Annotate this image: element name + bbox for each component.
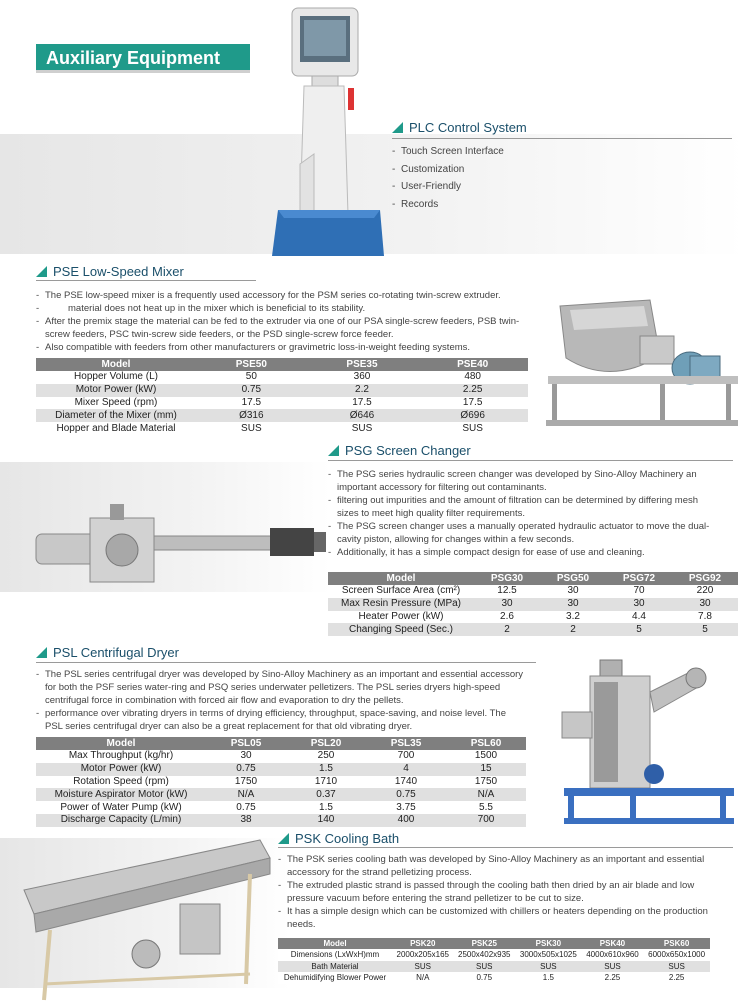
table-cell: 2500x402x935 xyxy=(454,949,516,961)
table-cell: 4 xyxy=(366,763,446,776)
psg-screen-changer-image xyxy=(30,500,330,592)
table-cell: Screen Surface Area (cm²) xyxy=(328,585,474,598)
psg-description xyxy=(328,468,718,559)
psg-divider xyxy=(328,460,733,461)
table-cell: 6000x650x1000 xyxy=(643,949,710,961)
table-cell: 0.75 xyxy=(366,788,446,801)
table-cell: 0.75 xyxy=(206,763,286,776)
section-triangle-icon xyxy=(36,647,47,658)
pse-description xyxy=(36,289,536,354)
table-cell: SUS xyxy=(643,961,710,973)
table-cell: SUS xyxy=(582,961,644,973)
pse-mixer-image xyxy=(540,296,745,436)
table-cell: 17.5 xyxy=(196,397,307,410)
table-header-cell: PSG30 xyxy=(474,572,540,585)
table-cell: Hopper Volume (L) xyxy=(36,371,196,384)
section-triangle-icon xyxy=(36,266,47,277)
plc-feature-list xyxy=(392,146,504,216)
psk-bullet: - The extruded plastic strand is passed through the cooling bath then dried by an air blade and low pressure vacuum before entering the strand pelletizer to be cut to size. xyxy=(278,879,718,905)
table-row xyxy=(328,585,738,598)
table-header-cell: Model xyxy=(328,572,474,585)
table-cell: SUS xyxy=(307,422,418,435)
plc-divider xyxy=(392,138,732,139)
page-title: Auxiliary Equipment xyxy=(36,44,250,72)
table-cell: 0.75 xyxy=(196,384,307,397)
table-cell: SUS xyxy=(196,422,307,435)
table-header-cell: PSG72 xyxy=(606,572,672,585)
table-header-cell: PSE40 xyxy=(417,358,528,371)
psl-bullet: - The PSL series centrifugal dryer was developed by Sino-Alloy Machinery as an important and essential accessory for both the PSF series water-ring and PSQ series underwater pelletizers. The PSL series dryers high-speed centrifugal force in combination with forced air flow and evaporation to dry the pellets. xyxy=(36,668,526,707)
table-cell: 30 xyxy=(606,598,672,611)
table-cell: 2.25 xyxy=(643,972,710,984)
table-cell: 70 xyxy=(606,585,672,598)
table-cell: 3000x505x1025 xyxy=(515,949,582,961)
psk-cooling-bath-image xyxy=(20,834,282,1004)
table-cell: Diameter of the Mixer (mm) xyxy=(36,409,196,422)
table-cell: Dehumidifying Blower Power xyxy=(278,972,392,984)
table-header-cell: PSK30 xyxy=(515,938,582,949)
table-cell: N/A xyxy=(206,788,286,801)
table-cell: 5.5 xyxy=(446,801,526,814)
psl-spec-table xyxy=(36,737,526,827)
table-cell: 30 xyxy=(540,585,606,598)
table-cell: Dimensions (LxWxH)mm xyxy=(278,949,392,961)
table-cell: SUS xyxy=(515,961,582,973)
table-header-cell: PSL05 xyxy=(206,737,286,750)
table-cell: 30 xyxy=(540,598,606,611)
table-cell: 17.5 xyxy=(417,397,528,410)
table-row xyxy=(328,623,738,636)
table-cell: Discharge Capacity (L/min) xyxy=(36,814,206,827)
table-cell: Motor Power (kW) xyxy=(36,763,206,776)
plc-heading-text: PLC Control System xyxy=(409,120,527,135)
table-cell: SUS xyxy=(417,422,528,435)
pse-bullet: - The PSE low-speed mixer is a frequently used accessory for the PSM series co-rotating twin-screw extruder. xyxy=(36,289,536,302)
table-cell: 3.75 xyxy=(366,801,446,814)
table-cell: 0.37 xyxy=(286,788,366,801)
pse-heading-text: PSE Low-Speed Mixer xyxy=(53,264,184,279)
table-cell: 2.25 xyxy=(582,972,644,984)
table-cell: Rotation Speed (rpm) xyxy=(36,776,206,789)
table-cell: Ø646 xyxy=(307,409,418,422)
table-row xyxy=(278,961,710,973)
table-cell: 0.75 xyxy=(206,801,286,814)
psl-description xyxy=(36,668,526,733)
table-cell: 5 xyxy=(606,623,672,636)
table-cell: 140 xyxy=(286,814,366,827)
plc-feature-item: - User-Friendly xyxy=(392,181,504,199)
table-cell: 2 xyxy=(474,623,540,636)
table-header-cell: PSK40 xyxy=(582,938,644,949)
pse-bullet: - After the premix stage the material can be fed to the extruder via one of our PSA single-screw feeders, PSB twin-screw feeders, PSC twin-screw side feeders, or the PSD single-screw force feeder. xyxy=(36,315,536,341)
table-cell: 1500 xyxy=(446,750,526,763)
table-cell: Mixer Speed (rpm) xyxy=(36,397,196,410)
section-triangle-icon xyxy=(392,122,403,133)
table-cell: 30 xyxy=(206,750,286,763)
psg-bullet: - The PSG screen changer uses a manually operated hydraulic actuator to move the dual-cavity piston, allowing for changes within a few seconds. xyxy=(328,520,718,546)
table-header-cell: PSE50 xyxy=(196,358,307,371)
table-cell: 1740 xyxy=(366,776,446,789)
table-header-cell: PSE35 xyxy=(307,358,418,371)
psg-heading xyxy=(328,443,471,458)
pse-bullet: - Also compatible with feeders from other manufacturers or gravimetric loss-in-weight feeding systems. xyxy=(36,341,536,354)
table-row xyxy=(278,972,710,984)
table-cell: 2 xyxy=(540,623,606,636)
table-cell: N/A xyxy=(392,972,454,984)
psl-divider xyxy=(36,662,536,663)
table-cell: 220 xyxy=(672,585,738,598)
psg-bullet: - Additionally, it has a simple compact design for ease of use and cleaning. xyxy=(328,546,718,559)
table-cell: 0.75 xyxy=(454,972,516,984)
pse-heading xyxy=(36,264,184,279)
table-cell: Max Throughput (kg/hr) xyxy=(36,750,206,763)
table-row xyxy=(36,371,528,384)
table-cell: 1.5 xyxy=(515,972,582,984)
table-cell: Hopper and Blade Material xyxy=(36,422,196,435)
table-header-cell: Model xyxy=(36,737,206,750)
table-header-cell: Model xyxy=(36,358,196,371)
table-cell: Ø316 xyxy=(196,409,307,422)
table-cell: 2.25 xyxy=(417,384,528,397)
table-header-cell: PSL35 xyxy=(366,737,446,750)
table-row xyxy=(36,397,528,410)
table-cell: 1750 xyxy=(206,776,286,789)
table-cell: 2.6 xyxy=(474,611,540,624)
table-row xyxy=(36,763,526,776)
table-cell: 17.5 xyxy=(307,397,418,410)
table-row xyxy=(328,611,738,624)
psl-dryer-image xyxy=(550,652,740,832)
table-cell: Moisture Aspirator Motor (kW) xyxy=(36,788,206,801)
psk-heading-text: PSK Cooling Bath xyxy=(295,831,400,846)
table-row xyxy=(36,801,526,814)
table-cell: 50 xyxy=(196,371,307,384)
section-triangle-icon xyxy=(328,445,339,456)
table-cell: 1750 xyxy=(446,776,526,789)
plc-heading xyxy=(392,120,527,135)
psg-heading-text: PSG Screen Changer xyxy=(345,443,471,458)
table-cell: Power of Water Pump (kW) xyxy=(36,801,206,814)
table-cell: 250 xyxy=(286,750,366,763)
table-cell: N/A xyxy=(446,788,526,801)
table-row xyxy=(36,409,528,422)
table-cell: 15 xyxy=(446,763,526,776)
table-row xyxy=(36,422,528,435)
table-header-cell: PSG92 xyxy=(672,572,738,585)
psk-divider xyxy=(278,847,733,848)
table-row xyxy=(36,776,526,789)
psl-bullet: - performance over vibrating dryers in terms of drying efficiency, throughput, space-saving, and noise level. The PSL series centrifugal dryer can also be a great replacement for that old vibrating dryer. xyxy=(36,707,526,733)
pse-bullet: - material does not heat up in the mixer which is beneficial to its stability. xyxy=(36,302,536,315)
psk-description xyxy=(278,853,718,931)
table-cell: 30 xyxy=(474,598,540,611)
table-row xyxy=(36,384,528,397)
table-cell: 2.2 xyxy=(307,384,418,397)
pse-divider xyxy=(36,280,256,281)
table-cell: SUS xyxy=(454,961,516,973)
table-header-cell: PSL60 xyxy=(446,737,526,750)
table-cell: 3.2 xyxy=(540,611,606,624)
table-cell: Ø696 xyxy=(417,409,528,422)
table-row xyxy=(36,814,526,827)
table-header-cell: PSG50 xyxy=(540,572,606,585)
pse-spec-table xyxy=(36,358,528,435)
table-cell: 480 xyxy=(417,371,528,384)
table-cell: Motor Power (kW) xyxy=(36,384,196,397)
table-cell: 1710 xyxy=(286,776,366,789)
table-header-cell: PSK25 xyxy=(454,938,516,949)
psk-heading xyxy=(278,831,399,846)
table-header-cell: Model xyxy=(278,938,392,949)
table-cell: 700 xyxy=(366,750,446,763)
table-row xyxy=(36,750,526,763)
table-cell: 5 xyxy=(672,623,738,636)
table-row xyxy=(278,949,710,961)
table-cell: SUS xyxy=(392,961,454,973)
table-row xyxy=(36,788,526,801)
psl-heading-text: PSL Centrifugal Dryer xyxy=(53,645,179,660)
table-cell: 1.5 xyxy=(286,801,366,814)
table-cell: 30 xyxy=(672,598,738,611)
title-underline xyxy=(36,70,250,73)
plc-feature-item: - Records xyxy=(392,199,504,217)
table-cell: 12.5 xyxy=(474,585,540,598)
table-cell: Heater Power (kW) xyxy=(328,611,474,624)
table-cell: 7.8 xyxy=(672,611,738,624)
plc-kiosk-image xyxy=(270,4,390,266)
psg-spec-table xyxy=(328,572,738,636)
table-header-cell: PSK60 xyxy=(643,938,710,949)
table-row xyxy=(328,598,738,611)
table-cell: Max Resin Pressure (MPa) xyxy=(328,598,474,611)
table-cell: 2000x205x165 xyxy=(392,949,454,961)
table-cell: 4000x610x960 xyxy=(582,949,644,961)
table-header-cell: PSL20 xyxy=(286,737,366,750)
psg-bullet: - filtering out impurities and the amount of filtration can be determined by differing mesh sizes to meet high quality filter requirements. xyxy=(328,494,718,520)
table-cell: 4.4 xyxy=(606,611,672,624)
psl-heading xyxy=(36,645,179,660)
table-cell: 38 xyxy=(206,814,286,827)
table-cell: 700 xyxy=(446,814,526,827)
psk-spec-table xyxy=(278,938,710,984)
plc-feature-item: - Customization xyxy=(392,164,504,182)
table-header-cell: PSK20 xyxy=(392,938,454,949)
table-cell: Changing Speed (Sec.) xyxy=(328,623,474,636)
psk-bullet: - It has a simple design which can be customized with chillers or heaters depending on the production needs. xyxy=(278,905,718,931)
table-cell: 400 xyxy=(366,814,446,827)
plc-feature-item: - Touch Screen Interface xyxy=(392,146,504,164)
psg-bullet: - The PSG series hydraulic screen changer was developed by Sino-Alloy Machinery an important accessory for filtering out contaminants. xyxy=(328,468,718,494)
table-cell: 1.5 xyxy=(286,763,366,776)
psk-bullet: - The PSK series cooling bath was developed by Sino-Alloy Machinery as an important and essential accessory for the strand pelletizing process. xyxy=(278,853,718,879)
table-cell: 360 xyxy=(307,371,418,384)
table-cell: Bath Material xyxy=(278,961,392,973)
